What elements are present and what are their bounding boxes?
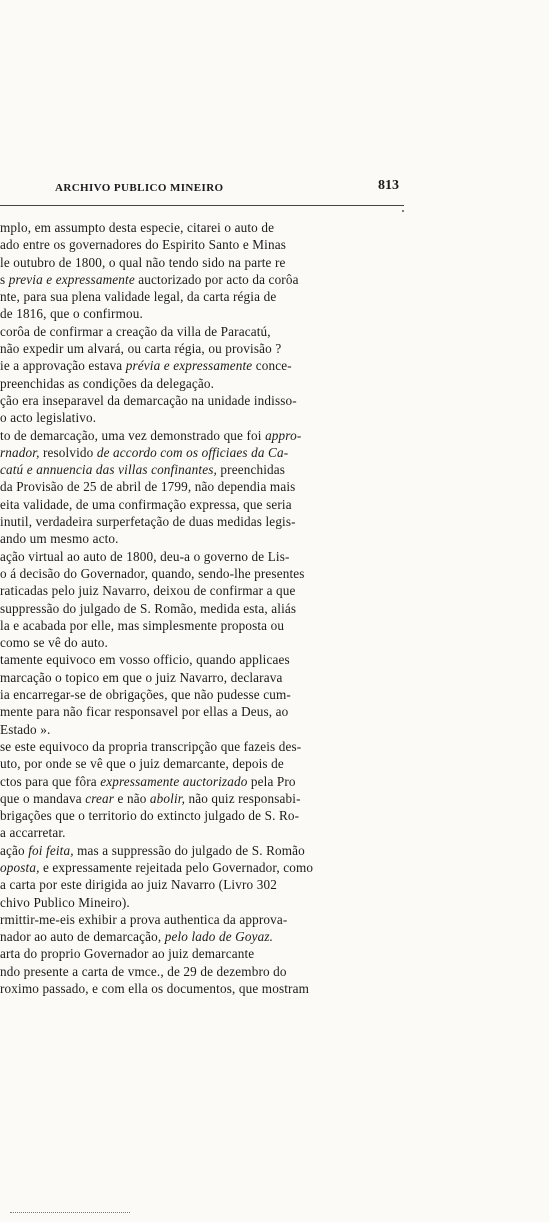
text-segment: nte, para sua plena validade legal, da carta régia de: [0, 289, 277, 305]
text-segment: brigações que o territorio do extincto julgado de S. Ro-: [0, 808, 300, 824]
header-rule: [0, 205, 404, 206]
text-line: [0, 928, 440, 945]
text-segment: Estado ».: [0, 721, 51, 737]
text-segment: mplo, em assumpto desta especie, citarei o auto de: [0, 220, 275, 235]
text-line: [0, 530, 440, 547]
text-segment: o á decisão do Governador, quando, sendo-lhe presentes: [0, 565, 305, 581]
bottom-edge-marks: [10, 1212, 130, 1217]
text-segment: eita validade, de uma confirmação expressa, que seria: [0, 496, 292, 512]
text-line: [0, 444, 440, 461]
text-line: [0, 755, 440, 772]
text-line: [0, 254, 440, 271]
text-segment: de 1816, que o confirmou.: [0, 306, 143, 322]
italic-segment: pelo lado de Goyaz.: [164, 929, 274, 945]
text-line: [0, 565, 440, 582]
text-line: [0, 323, 440, 340]
italic-segment: crear: [85, 790, 115, 806]
text-segment: ndo presente a carta de vmce., de 29 de dezembro do: [0, 963, 287, 979]
print-speck: [402, 210, 404, 212]
text-line: [0, 634, 440, 651]
text-segment: ção era inseparavel da demarcação na unidade indisso-: [0, 392, 297, 408]
text-line: [0, 582, 440, 599]
text-segment: uto, por onde se vê que o juiz demarcante, depois de: [0, 756, 284, 772]
text-line: [0, 945, 440, 962]
text-line: [0, 236, 440, 253]
italic-segment: rnador,: [0, 444, 40, 460]
text-segment: la e acabada por elle, mas simplesmente proposta ou: [0, 617, 285, 633]
text-line: [0, 496, 440, 513]
text-segment: a accarretar.: [0, 825, 66, 841]
text-line: [0, 963, 440, 980]
text-line: [0, 790, 440, 807]
text-segment: se este equivoco da propria transcripção que fazeis des-: [0, 738, 302, 754]
text-segment: não quiz responsabi-: [185, 790, 301, 806]
text-segment: ia encarregar-se de obrigações, que não pudesse cum-: [0, 687, 291, 703]
text-line: [0, 773, 440, 790]
text-line: [0, 738, 440, 755]
text-line: [0, 721, 440, 738]
body-text: [0, 219, 440, 997]
text-segment: mente para não ficar responsavel por ellas a Deus, ao: [0, 704, 289, 720]
text-segment: roximo passado, e com ella os documentos, que mostram: [0, 981, 310, 997]
text-line: [0, 513, 440, 530]
text-segment: arta do proprio Governador ao juiz demarcante: [0, 946, 255, 962]
text-segment: nador ao auto de demarcação,: [0, 929, 165, 945]
text-segment: a carta por este dirigida ao juiz Navarro (Livro 302: [0, 877, 277, 893]
text-segment: rmittir-me-eis exhibir a prova authentica da approva-: [0, 911, 288, 927]
italic-segment: appro-: [265, 427, 302, 443]
text-segment: chivo Publico Mineiro).: [0, 894, 130, 910]
text-line: [0, 219, 440, 236]
text-segment: ando um mesmo acto.: [0, 531, 119, 547]
text-line: [0, 824, 440, 841]
italic-segment: oposta,: [0, 859, 40, 875]
text-line: [0, 340, 440, 357]
text-segment: preenchidas: [216, 462, 286, 478]
text-line: [0, 409, 440, 426]
text-segment: que o mandava: [0, 790, 86, 806]
text-segment: inutil, verdadeira surperfetação de duas medidas legis-: [0, 514, 296, 530]
text-line: [0, 617, 440, 634]
text-line: [0, 859, 440, 876]
running-title: ARCHIVO PUBLICO MINEIRO: [55, 182, 224, 194]
text-line: [0, 392, 440, 409]
text-segment: le outubro de 1800, o qual não tendo sido na parte re: [0, 254, 286, 270]
text-segment: ado entre os governadores do Espirito Santo e Minas: [0, 237, 286, 253]
italic-segment: previa e expressamente: [8, 271, 135, 287]
text-line: [0, 980, 440, 997]
text-line: [0, 357, 440, 374]
text-segment: não expedir um alvará, ou carta régia, ou provisão ?: [0, 341, 282, 357]
italic-segment: prévia e expressamente: [125, 358, 253, 374]
text-line: [0, 478, 440, 495]
text-segment: ie a approvação estava: [0, 358, 126, 374]
text-segment: preenchidas as condições da delegação.: [0, 375, 215, 391]
text-line: [0, 911, 440, 928]
text-line: [0, 686, 440, 703]
text-line: [0, 305, 440, 322]
text-line: [0, 651, 440, 668]
page-number: 813: [378, 178, 399, 193]
text-segment: s: [0, 271, 9, 287]
text-segment: pela Pro: [247, 773, 296, 789]
text-line: [0, 669, 440, 686]
text-segment: e não: [114, 790, 150, 806]
italic-segment: foi feita,: [28, 842, 74, 858]
text-segment: ação virtual ao auto de 1800, deu-a o governo de Lis-: [0, 548, 290, 564]
text-line: [0, 461, 440, 478]
text-line: [0, 427, 440, 444]
text-segment: ctos para que fôra: [0, 773, 101, 789]
text-segment: auctorizado por acto da corôa: [134, 271, 299, 287]
text-line: [0, 271, 440, 288]
page-header: [0, 176, 549, 198]
text-line: [0, 548, 440, 565]
italic-segment: expressamente auctorizado: [100, 773, 248, 789]
text-segment: da Provisão de 25 de abril de 1799, não dependia mais: [0, 479, 296, 495]
text-segment: conce-: [252, 358, 292, 374]
italic-segment: abolir,: [149, 790, 186, 806]
italic-segment: catú e annuencia das villas confinantes,: [0, 462, 217, 478]
text-segment: mas a suppressão do julgado de S. Romão: [73, 842, 305, 858]
italic-segment: de accordo com os officiaes da Ca-: [96, 444, 289, 460]
text-segment: suppressão do julgado de S. Romão, medida esta, aliás: [0, 600, 297, 616]
text-line: [0, 288, 440, 305]
text-segment: marcação o topico em que o juiz Navarro, declarava: [0, 669, 283, 685]
text-segment: tamente equivoco em vosso officio, quando applicaes: [0, 652, 290, 668]
text-segment: to de demarcação, uma vez demonstrado que foi: [0, 427, 266, 443]
text-line: [0, 894, 440, 911]
text-segment: e expressamente rejeitada pelo Governador, como: [39, 859, 314, 875]
text-segment: resolvido: [39, 444, 97, 460]
text-line: [0, 375, 440, 392]
text-line: [0, 807, 440, 824]
text-line: [0, 703, 440, 720]
text-segment: como se vê do auto.: [0, 635, 108, 651]
text-segment: ação: [0, 842, 29, 858]
text-segment: raticadas pelo juiz Navarro, deixou de confirmar a que: [0, 583, 296, 599]
text-line: [0, 876, 440, 893]
text-line: [0, 842, 440, 859]
text-segment: o acto legislativo.: [0, 410, 97, 426]
text-segment: corôa de confirmar a creação da villa de Paracatú,: [0, 323, 271, 339]
text-line: [0, 600, 440, 617]
